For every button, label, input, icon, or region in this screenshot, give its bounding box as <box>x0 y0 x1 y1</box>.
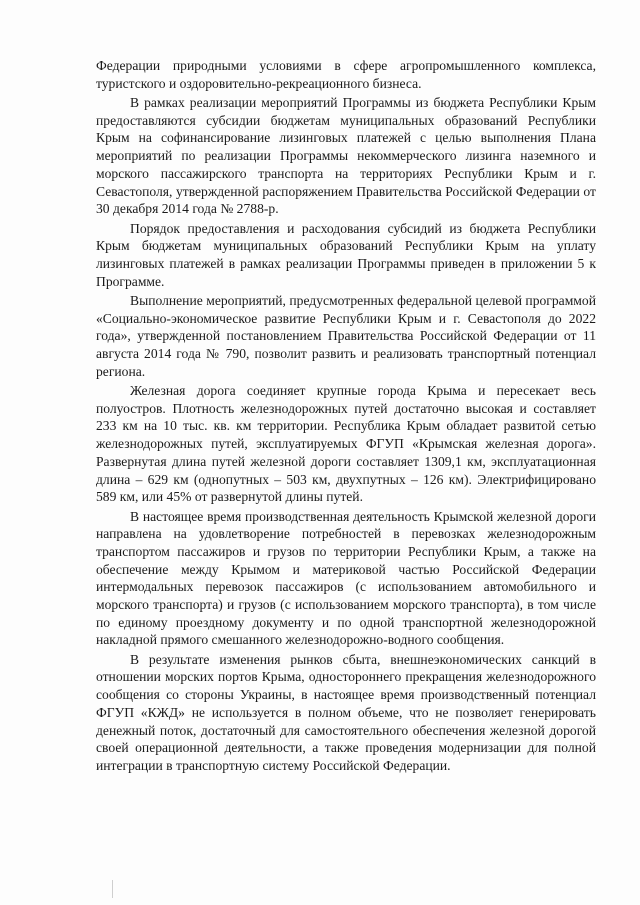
paragraph-subsidies: В рамках реализации мероприятий Программы из бюджета Республики Крым предоставляются субсидии бюджетам муниципальных образований Республики Крым на софинансирование лизинговых платежей с целью выполнения Плана мероприятий по реализации Программы некоммерческого лизинга наземного и морского пассажирского транспорта на территориях Республики Крым и г. Севастополя, утвержденной распоряжением Правительства Российской Федерации от 30 декабря 2014 года № 2788-р. <box>96 95 596 217</box>
paragraph-railway-activity: В настоящее время производственная деятельность Крымской железной дороги направлена на удовлетворение потребностей в перевозках железнодорожным транспортом пассажиров и грузов по территории Республики Крым, а также на обеспечение между Крымом и материковой частью Российской Федерации интермодальных перевозок пассажиров (с использованием автомобильного и морского транспорта) и грузов (с использованием морского транспорта), в том числе по единому проездному документу и по одной транспортной железнодорожной накладной прямого смешанного железнодорожно-водного сообщения. <box>96 508 596 648</box>
paragraph-subsidy-procedure: Порядок предоставления и расходования субсидий из бюджета Республики Крым бюджетам муниципальных образований Республики Крым на уплату лизинговых платежей в рамках реализации Программы приведен в приложении 5 к Программе. <box>96 220 596 289</box>
scan-artifact-line <box>112 880 113 898</box>
paragraph-railway-network: Железная дорога соединяет крупные города Крыма и пересекает весь полуостров. Плотность железнодорожных путей достаточно высокая и составляет 233 км на 10 тыс. кв. км территории. Республика Крым обладает развитой сетью железнодорожных путей, эксплуатируемых ФГУП «Крымская железная дорога». Развернутая длина путей железной дороги составляет 1309,1 км, эксплуатационная длина – 629 км (однопутных – 503 км, двухпутных – 126 км). Электрифицировано 589 км, или 45% от развернутой длины путей. <box>96 383 596 505</box>
paragraph-continuation: Федерации природными условиями в сфере агропромышленного комплекса, туристского и оздоровительно-рекреационного бизнеса. <box>96 58 596 91</box>
paragraph-federal-program: Выполнение мероприятий, предусмотренных федеральной целевой программой «Социально-экономическое развитие Республики Крым и г. Севастополя до 2022 года», утвержденной постановлением Правительства Российской Федерации от 11 августа 2014 года № 790, позволит развить и реализовать транспортный потенциал региона. <box>96 292 596 379</box>
paragraph-sanctions-impact: В результате изменения рынков сбыта, внешнеэкономических санкций в отношении морских портов Крыма, одностороннего прекращения железнодорожного сообщения со стороны Украины, в настоящее время производственный потенциал ФГУП «КЖД» не используется в полном объеме, что не позволяет генерировать денежный поток, достаточный для самостоятельного обеспечения железной дорогой своей операционной деятельности, а также проведения модернизации для полной интеграции в транспортную систему Российской Федерации. <box>96 651 596 773</box>
document-body <box>96 57 596 776</box>
